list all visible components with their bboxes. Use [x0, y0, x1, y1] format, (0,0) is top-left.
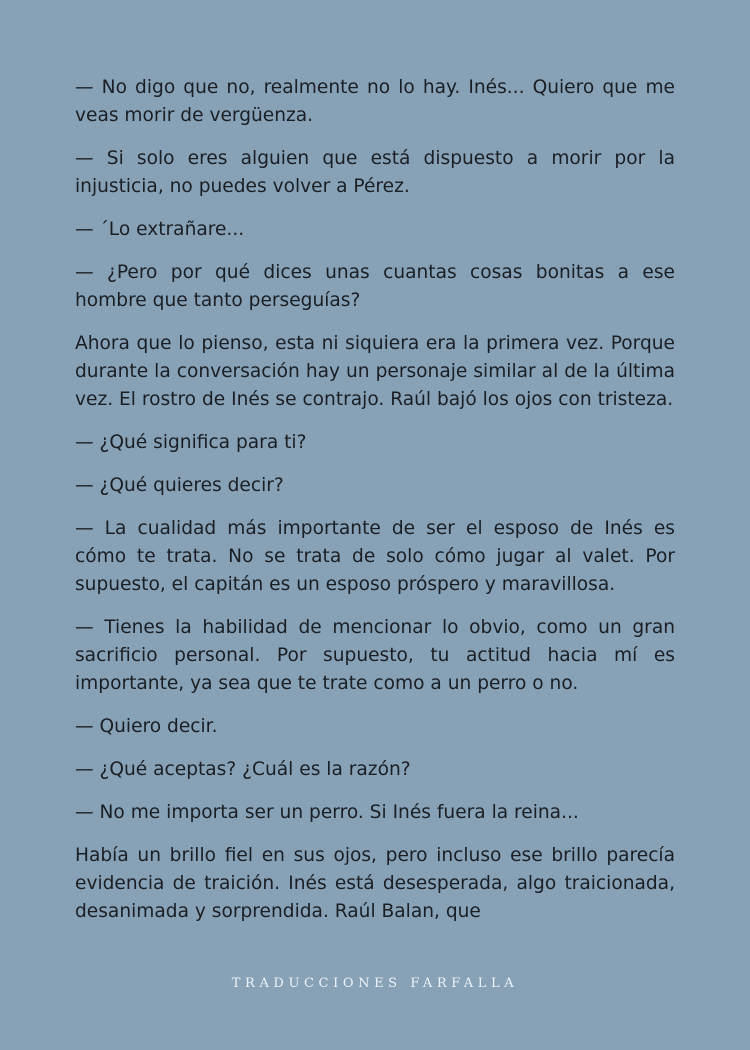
paragraph: — ¿Qué aceptas? ¿Cuál es la razón? [75, 759, 411, 780]
paragraph: — ¿Qué quieres decir? [75, 475, 284, 496]
paragraph: Ahora que lo pienso, esta ni siquiera era la primera vez. Porque durante la conversación hay un personaje similar al de la última vez. El rostro de Inés se contrajo. Raúl bajó los ojos con tristeza. [75, 333, 675, 410]
paragraph: — Tienes la habilidad de mencionar lo obvio, como un gran sacrificio personal. Por supuesto, tu actitud hacia mí es importante, ya sea que te trate como a un perro o no. [75, 617, 675, 694]
paragraph: — Quiero decir. [75, 716, 218, 737]
footer-credit: TRADUCCIONES FARFALLA [231, 976, 519, 991]
paragraph: Había un brillo fiel en sus ojos, pero incluso ese brillo parecía evidencia de traición. Inés está desesperada, algo traicionada, desanimada y sorprendida. Raúl Balan, que [75, 845, 675, 922]
page-body [75, 74, 675, 941]
paragraph: — ´Lo extrañare... [75, 219, 245, 240]
paragraph: — Si solo eres alguien que está dispuesto a morir por la injusticia, no puedes volver a Pérez. [75, 148, 675, 197]
paragraph: — No me importa ser un perro. Si Inés fuera la reina... [75, 802, 579, 823]
paragraph: — ¿Qué significa para ti? [75, 432, 307, 453]
paragraph: — ¿Pero por qué dices unas cuantas cosas bonitas a ese hombre que tanto perseguías? [75, 262, 675, 311]
paragraph: — La cualidad más importante de ser el esposo de Inés es cómo te trata. No se trata de solo cómo jugar al valet. Por supuesto, el capitán es un esposo próspero y maravillosa. [75, 518, 675, 595]
paragraph: — No digo que no, realmente no lo hay. Inés... Quiero que me veas morir de vergüenza. [75, 77, 675, 126]
